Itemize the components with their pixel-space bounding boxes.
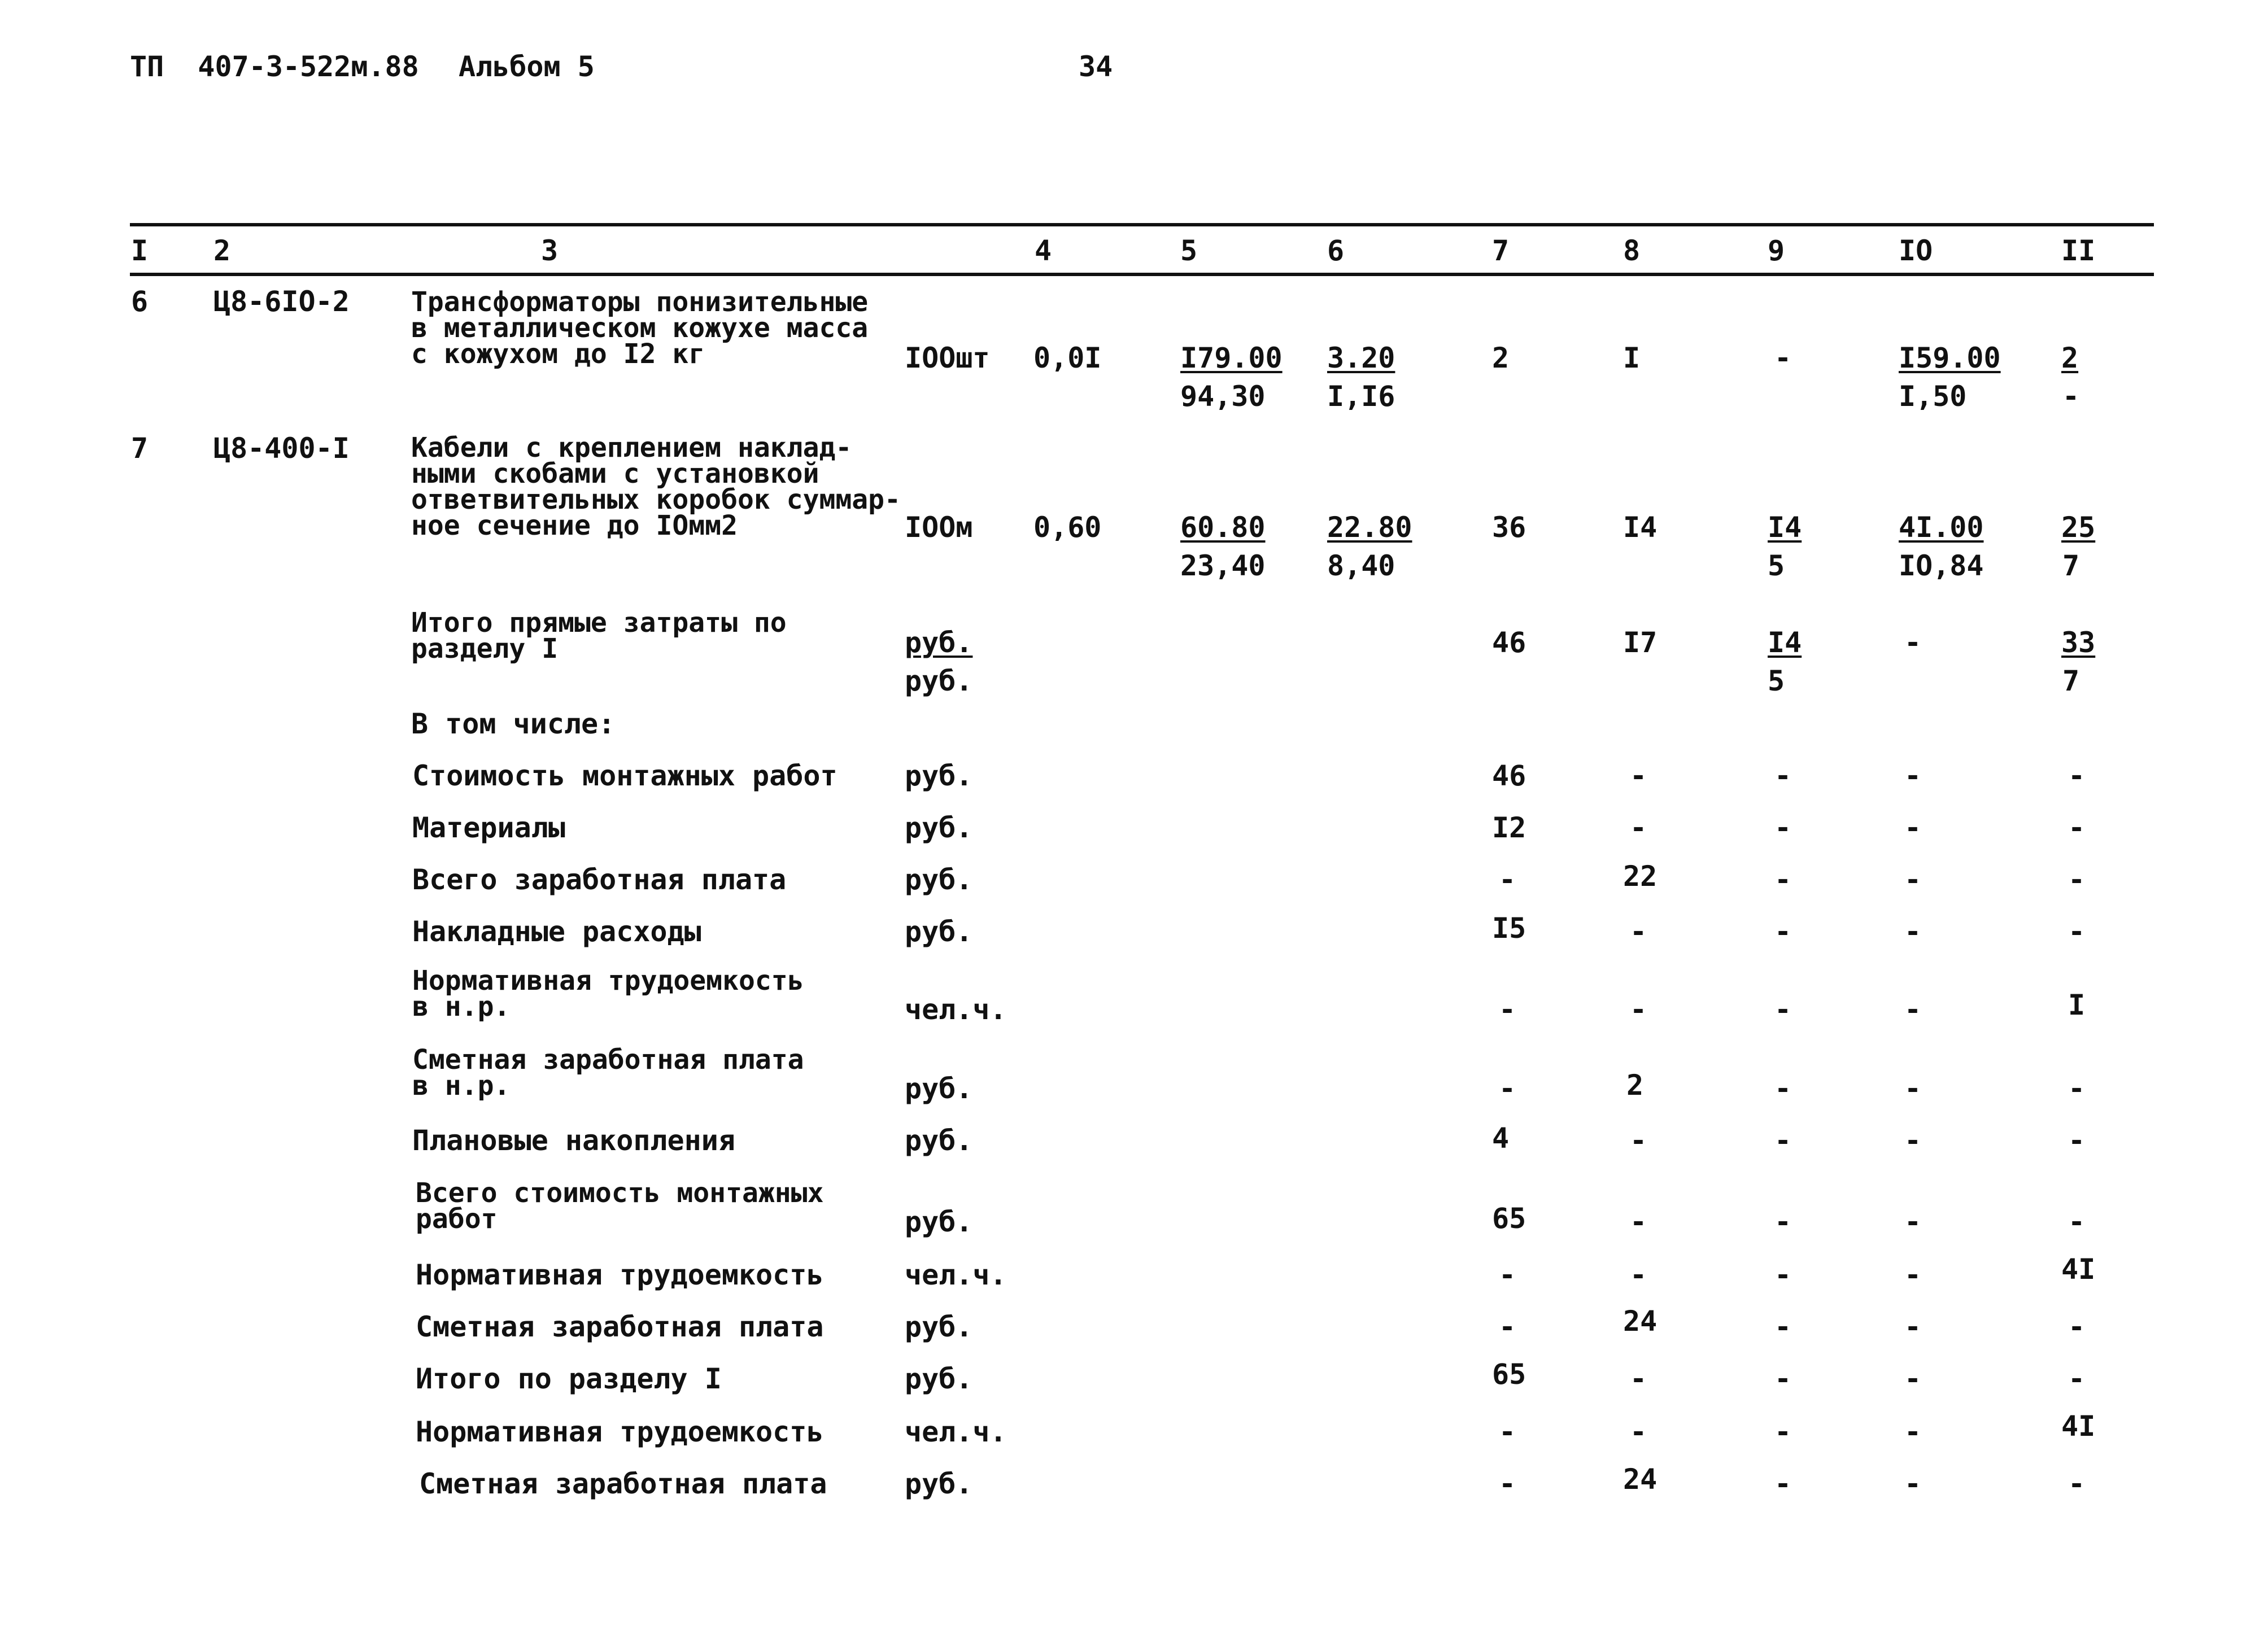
col7-value: I2 <box>1492 811 1526 844</box>
unit-cost-machines-wages: 8,40 <box>1327 549 1395 582</box>
col10-value: - <box>1904 915 1922 948</box>
col10-value: - <box>1904 1259 1922 1291</box>
col8-value: - <box>1630 1124 1647 1157</box>
summary-label: Нормативная трудоемкость <box>416 1259 824 1291</box>
col11-bottom: 7 <box>2062 665 2080 697</box>
summary-label: Материалы <box>412 811 565 844</box>
summary-label: Накладные расходы <box>412 915 701 948</box>
unit-top: руб. <box>905 626 973 659</box>
col8-value: - <box>1630 1259 1647 1291</box>
col9-value: - <box>1774 1362 1792 1395</box>
col11-top: 25 <box>2061 511 2096 544</box>
summary-label: Нормативная трудоемкость в н.р. <box>412 965 804 1023</box>
col11-value: - <box>2068 863 2086 896</box>
col8-value: - <box>1630 1362 1647 1395</box>
col9-value: - <box>1774 1259 1792 1291</box>
col10-bottom: I,50 <box>1899 380 1967 413</box>
unit: руб. <box>905 1205 973 1238</box>
col7-value: 4 <box>1492 1122 1510 1155</box>
col10-value: - <box>1904 1124 1922 1157</box>
col8-value: I <box>1623 342 1641 374</box>
col-header-2: 2 <box>213 234 231 267</box>
col11-value: - <box>2068 1205 2086 1238</box>
col9-value: - <box>1774 1467 1792 1500</box>
rate-code: Ц8-6IO-2 <box>213 285 350 318</box>
col10-value: - <box>1904 811 1922 844</box>
page-number: 34 <box>1079 50 1113 83</box>
col9-value: - <box>1774 863 1792 896</box>
unit-cost-wages: 23,40 <box>1180 549 1266 582</box>
rate-code: Ц8-400-I <box>213 432 350 465</box>
col11-value: - <box>2068 1124 2086 1157</box>
col10-bottom: IO,84 <box>1899 549 1984 582</box>
work-description: Кабели с креплением наклад- ными скобами с установкой ответвительных коробок суммар- ное сечение до IOмм2 <box>411 432 901 541</box>
col7-value: - <box>1499 1415 1516 1448</box>
col7-value: - <box>1499 1072 1516 1105</box>
col-header-7: 7 <box>1492 234 1510 267</box>
col8-value: - <box>1630 811 1647 844</box>
col11-value: I <box>2068 989 2086 1021</box>
col9-value: - <box>1774 1072 1792 1105</box>
col8-value: I4 <box>1623 511 1658 544</box>
col-header-11: II <box>2061 234 2096 267</box>
unit-bottom: руб. <box>905 665 973 697</box>
unit-cost-total: I79.00 <box>1180 342 1283 374</box>
col8-value: 22 <box>1623 860 1658 893</box>
col9-value: - <box>1774 1205 1792 1238</box>
col9-bottom: 5 <box>1768 549 1785 582</box>
col11-bottom: - <box>2062 380 2080 413</box>
unit: руб. <box>905 915 973 948</box>
summary-label: Всего заработная плата <box>412 863 787 896</box>
col10-value: - <box>1904 1072 1922 1105</box>
row-number: 6 <box>131 285 149 318</box>
col11-value: 4I <box>2061 1253 2096 1286</box>
col9-value: - <box>1774 342 1792 374</box>
unit: IOOм <box>905 511 973 544</box>
col-header-5: 5 <box>1180 234 1198 267</box>
col11-value: 4I <box>2061 1410 2096 1443</box>
col9-value: - <box>1774 915 1792 948</box>
col8-value: 24 <box>1623 1305 1658 1338</box>
col9-value: - <box>1774 811 1792 844</box>
col8-value: - <box>1630 993 1647 1026</box>
summary-label: Сметная заработная плата в н.р. <box>412 1044 804 1102</box>
col7-value: 65 <box>1492 1358 1526 1391</box>
col-header-9: 9 <box>1768 234 1785 267</box>
col10-value: - <box>1904 1467 1922 1500</box>
album-label: Альбом 5 <box>459 50 595 83</box>
col10-value: - <box>1904 863 1922 896</box>
col10-top: I59.00 <box>1899 342 2001 374</box>
col9-value: - <box>1774 1310 1792 1343</box>
unit: руб. <box>905 1362 973 1395</box>
unit-cost-total: 60.80 <box>1180 511 1266 544</box>
including-label: В том числе: <box>411 707 616 740</box>
col7-value: - <box>1499 993 1516 1026</box>
col-header-8: 8 <box>1623 234 1641 267</box>
col8-value: - <box>1630 1205 1647 1238</box>
col7-value: 2 <box>1492 342 1510 374</box>
col8-value: - <box>1630 915 1647 948</box>
col-header-1: I <box>131 234 149 267</box>
col9-value: - <box>1774 993 1792 1026</box>
summary-label: Плановые накопления <box>412 1124 735 1157</box>
col-header-6: 6 <box>1327 234 1345 267</box>
col10-value: - <box>1904 1362 1922 1395</box>
col9-value: - <box>1774 759 1792 792</box>
col10-value: - <box>1904 993 1922 1026</box>
col7-value: - <box>1499 1310 1516 1343</box>
doc-code: ТП 407-3-522м.88 <box>130 50 419 83</box>
col11-value: - <box>2068 811 2086 844</box>
col10-value: - <box>1904 1310 1922 1343</box>
col7-value: 46 <box>1492 626 1526 659</box>
unit: чел.ч. <box>905 993 1007 1026</box>
quantity: 0,60 <box>1033 511 1102 544</box>
col9-top: I4 <box>1768 626 1802 659</box>
col9-value: - <box>1774 1415 1792 1448</box>
col7-value: - <box>1499 863 1516 896</box>
unit: руб. <box>905 1124 973 1157</box>
summary-label: Нормативная трудоемкость <box>416 1415 824 1448</box>
col8-value: - <box>1630 1415 1647 1448</box>
col7-value: 65 <box>1492 1202 1526 1235</box>
col-header-10: IO <box>1899 234 1933 267</box>
col11-value: - <box>2068 759 2086 792</box>
col11-value: - <box>2068 1310 2086 1343</box>
row-number: 7 <box>131 432 149 465</box>
col11-value: - <box>2068 1072 2086 1105</box>
table-top-rule <box>130 223 2154 226</box>
summary-label: Сметная заработная плата <box>416 1310 824 1343</box>
col9-bottom: 5 <box>1768 665 1785 697</box>
unit-cost-machines: 22.80 <box>1327 511 1412 544</box>
col10-value: - <box>1904 759 1922 792</box>
unit-cost-machines: 3.20 <box>1327 342 1395 374</box>
col10-value: - <box>1904 626 1922 659</box>
col11-top: 2 <box>2061 342 2079 374</box>
col10-top: 4I.00 <box>1899 511 1984 544</box>
unit: руб. <box>905 759 973 792</box>
summary-label: Итого прямые затраты по разделу I <box>411 607 787 665</box>
col9-top: I4 <box>1768 511 1802 544</box>
unit: руб. <box>905 1072 973 1105</box>
unit-cost-wages: 94,30 <box>1180 380 1266 413</box>
summary-label: Стоимость монтажных работ <box>412 759 838 792</box>
table-header-rule <box>130 273 2154 276</box>
summary-label: Сметная заработная плата <box>419 1467 827 1500</box>
col7-value: 36 <box>1492 511 1526 544</box>
work-description: Трансформаторы понизительные в металлическом кожухе масса с кожухом до I2 кг <box>411 286 869 370</box>
col8-value: 24 <box>1623 1463 1658 1496</box>
unit: руб. <box>905 1310 973 1343</box>
unit: чел.ч. <box>905 1259 1007 1291</box>
unit: IOOшт <box>905 342 990 374</box>
col11-bottom: 7 <box>2062 549 2080 582</box>
col-header-4: 4 <box>1035 234 1052 267</box>
unit: чел.ч. <box>905 1415 1007 1448</box>
col11-top: 33 <box>2061 626 2096 659</box>
col10-value: - <box>1904 1205 1922 1238</box>
col7-value: - <box>1499 1467 1516 1500</box>
col8-value: - <box>1630 759 1647 792</box>
summary-label: Всего стоимость монтажных работ <box>416 1177 824 1235</box>
col7-value: - <box>1499 1259 1516 1291</box>
col7-value: I5 <box>1492 912 1526 945</box>
summary-label: Итого по разделу I <box>416 1362 722 1395</box>
unit: руб. <box>905 1467 973 1500</box>
unit: руб. <box>905 863 973 896</box>
quantity: 0,0I <box>1033 342 1102 374</box>
col11-value: - <box>2068 915 2086 948</box>
col11-value: - <box>2068 1362 2086 1395</box>
col8-value: I7 <box>1623 626 1658 659</box>
col9-value: - <box>1774 1124 1792 1157</box>
col7-value: 46 <box>1492 759 1526 792</box>
col8-value: 2 <box>1626 1069 1644 1102</box>
col-header-3: 3 <box>541 234 559 267</box>
unit: руб. <box>905 811 973 844</box>
unit-cost-machines-wages: I,I6 <box>1327 380 1395 413</box>
col11-value: - <box>2068 1467 2086 1500</box>
col10-value: - <box>1904 1415 1922 1448</box>
